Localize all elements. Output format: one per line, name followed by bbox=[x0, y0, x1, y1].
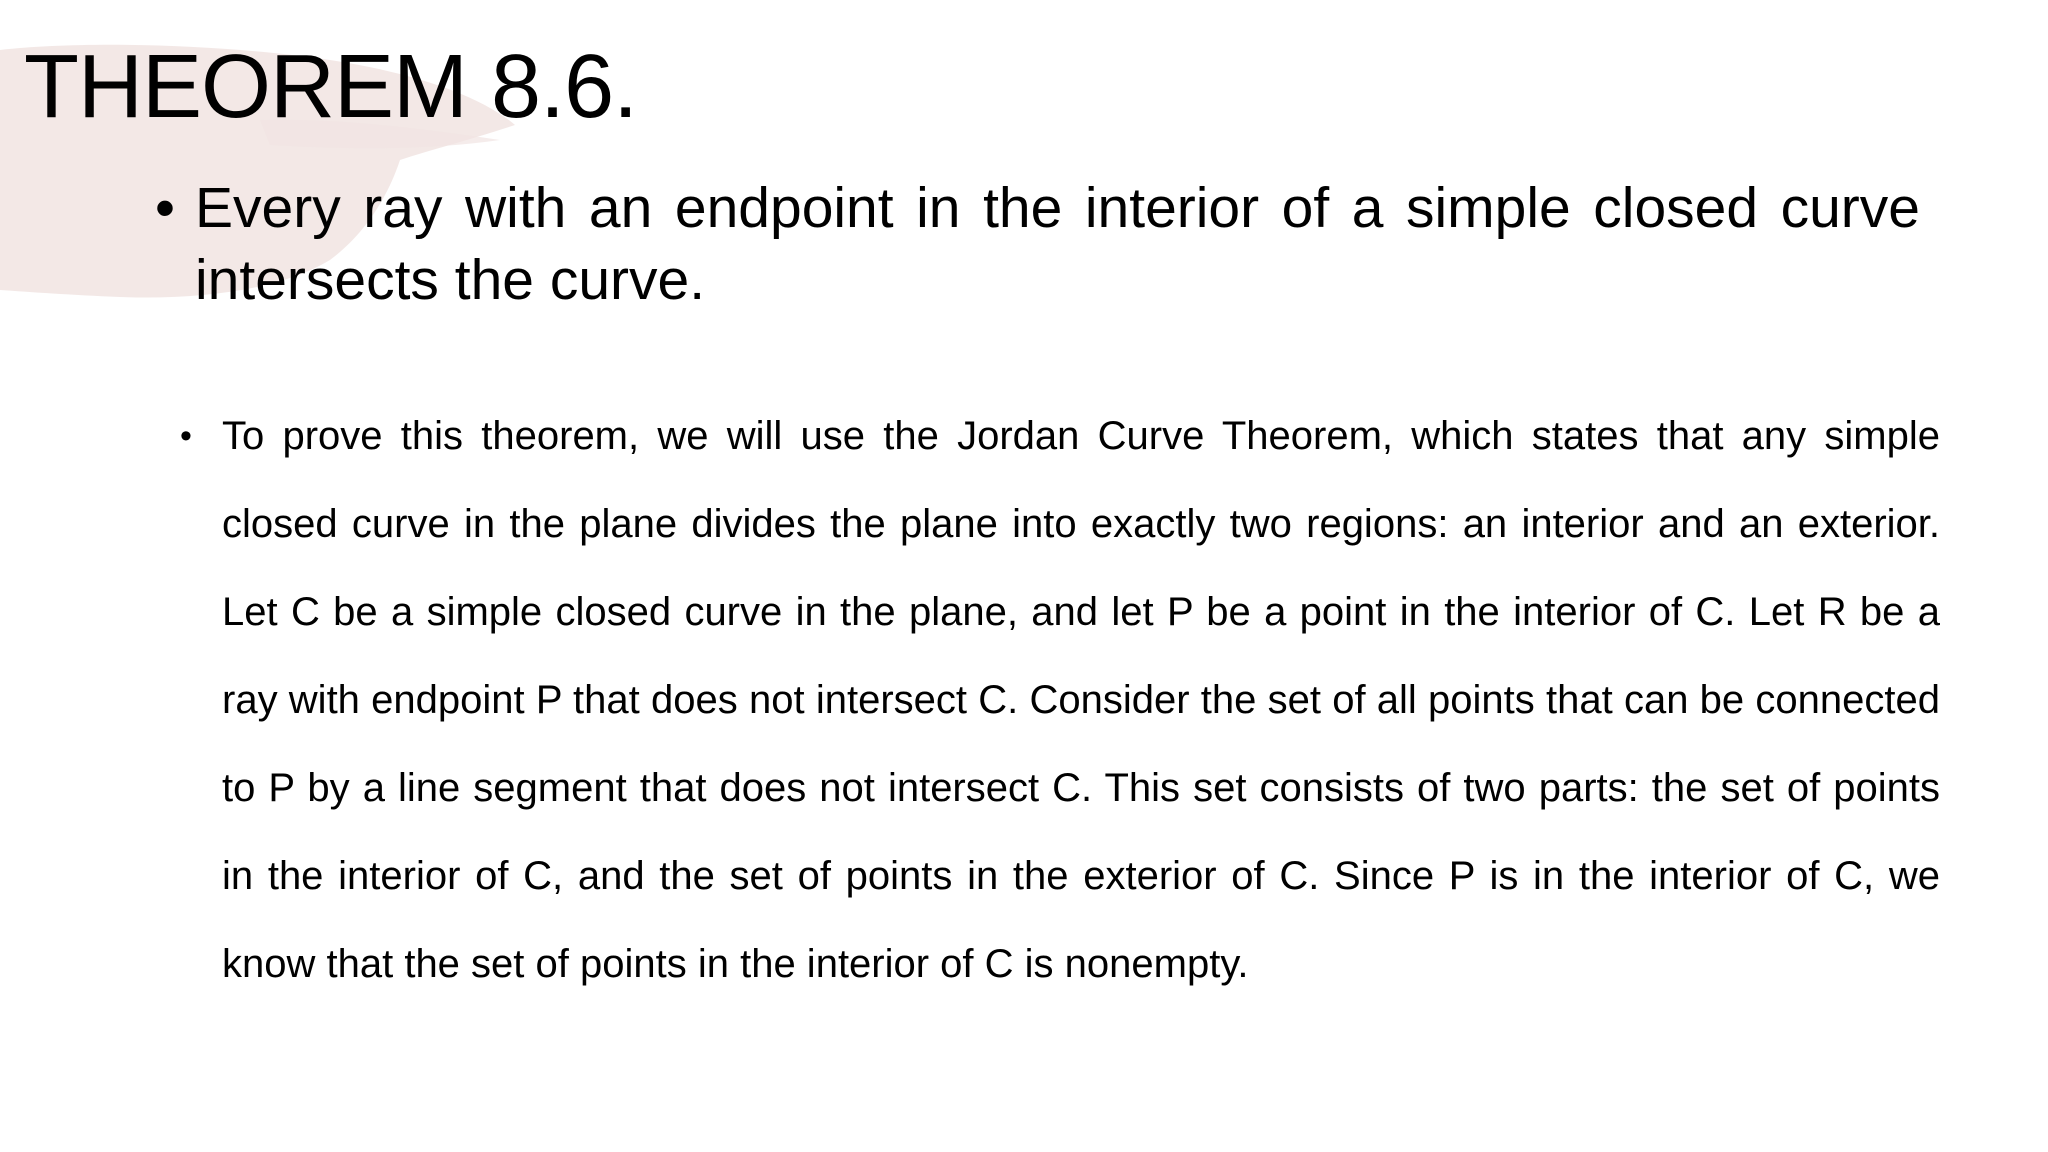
proof-bullet-point bbox=[180, 392, 1940, 1008]
bullet-dot-icon: • bbox=[180, 417, 192, 455]
slide-title: THEOREM 8.6. bbox=[24, 37, 638, 137]
main-bullet-point bbox=[155, 172, 1920, 316]
bullet-dot-icon: • bbox=[155, 176, 175, 240]
theorem-statement: Every ray with an endpoint in the interior of a simple closed curve intersects the curve. bbox=[195, 176, 1920, 312]
proof-text: To prove this theorem, we will use the Jordan Curve Theorem, which states that any simple closed curve in the plane divides the plane into exactly two regions: an interior and an exterior. Let C be a simple closed curve in the plane, and let P be a point in the interior of C. Let R be a ray with endpoint P that does not intersect C. Consider the set of all points that can be connected to P by a line segment that does not intersect C. This set consists of two parts: the set of points in the interior of C, and the set of points in the exterior of C. Since P is in the interior of C, we know that the set of points in the interior of C is nonempty. bbox=[222, 414, 1940, 986]
